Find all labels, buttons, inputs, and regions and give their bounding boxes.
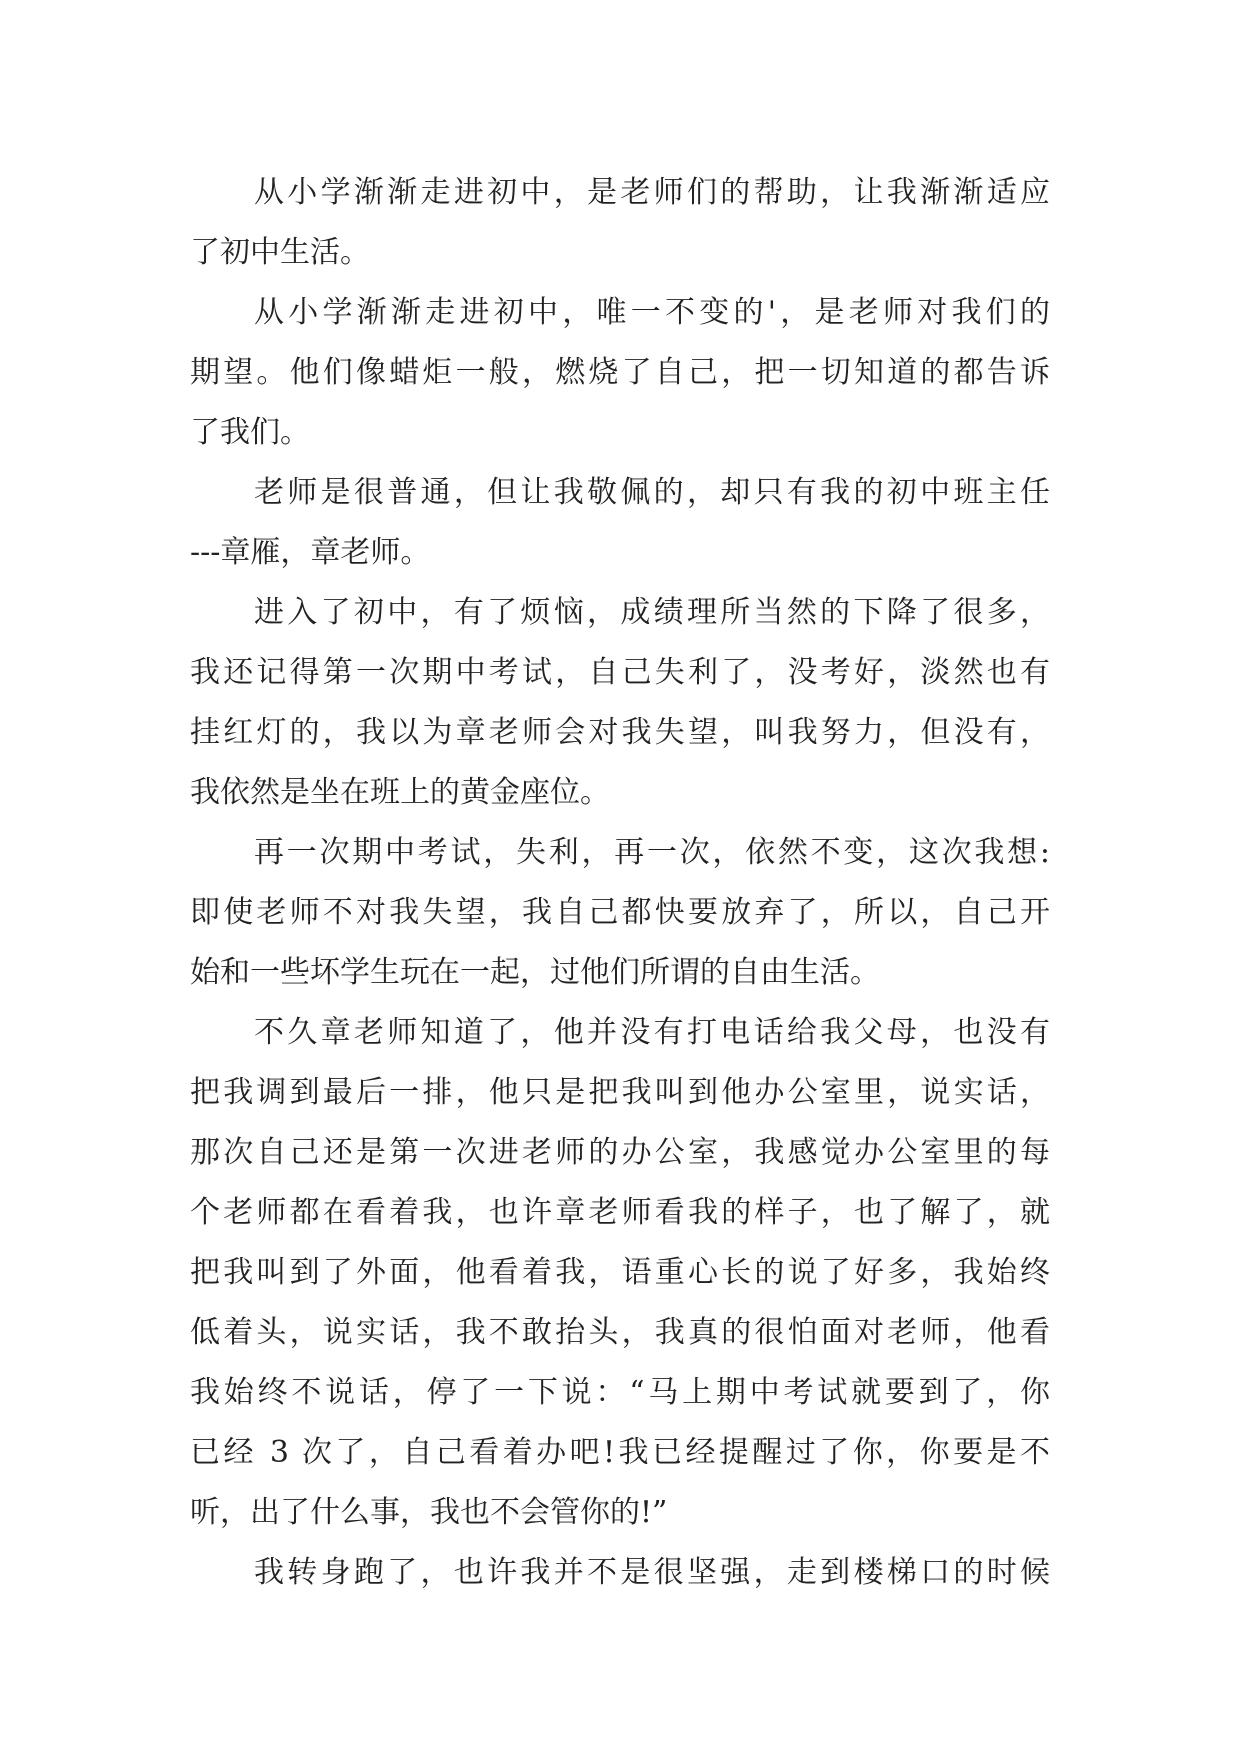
text-line: 挂红灯的，我以为章老师会对我失望，叫我努力，但没有，	[190, 715, 1050, 750]
paragraph-3	[190, 583, 1050, 823]
text-line: 期望。他们像蜡炬一般，燃烧了自己，把一切知道的都告诉	[190, 355, 1050, 390]
text-line: 把我调到最后一排，他只是把我叫到他办公室里，说实话，	[190, 1075, 1050, 1110]
paragraph-1	[190, 283, 1050, 463]
text-line: 我依然是坐在班上的黄金座位。	[190, 775, 610, 810]
text-line: 始和一些坏学生玩在一起，过他们所谓的自由生活。	[190, 955, 880, 990]
text-line: 我还记得第一次期中考试，自己失利了，没考好，淡然也有	[190, 655, 1050, 690]
text-line: 把我叫到了外面，他看着我，语重心长的说了好多，我始终	[190, 1255, 1050, 1290]
text-line: 了我们。	[190, 415, 310, 450]
text-line: 我转身跑了，也许我并不是很坚强，走到楼梯口的时候	[254, 1555, 1050, 1590]
paragraph-0	[190, 163, 1050, 283]
text-line: 个老师都在看着我，也许章老师看我的样子，也了解了，就	[190, 1195, 1050, 1230]
text-line: 进入了初中，有了烦恼，成绩理所当然的下降了很多，	[254, 595, 1050, 630]
text-line: 低着头，说实话，我不敢抬头，我真的很怕面对老师，他看	[190, 1315, 1050, 1350]
text-line: 从小学渐渐走进初中，是老师们的帮助，让我渐渐适应	[254, 175, 1050, 210]
text-line: 我始终不说话，停了一下说：“马上期中考试就要到了，你	[190, 1375, 1050, 1410]
text-line: 从小学渐渐走进初中，唯一不变的'，是老师对我们的	[254, 295, 1050, 330]
text-line: 已经 3 次了，自己看着办吧!我已经提醒过了你，你要是不	[190, 1435, 1050, 1470]
paragraph-4	[190, 823, 1050, 1003]
text-line: 再一次期中考试，失利，再一次，依然不变，这次我想:	[254, 835, 1050, 870]
body-text	[190, 163, 1050, 1603]
text-line: 老师是很普通，但让我敬佩的，却只有我的初中班主任	[254, 475, 1050, 510]
paragraph-6	[190, 1543, 1050, 1603]
paragraph-5	[190, 1003, 1050, 1543]
text-line: 听，出了什么事，我也不会管你的!”	[190, 1495, 668, 1530]
text-line: ---章雁，章老师。	[190, 535, 431, 570]
text-line: 了初中生活。	[190, 235, 370, 270]
paragraph-2	[190, 463, 1050, 583]
text-line: 不久章老师知道了，他并没有打电话给我父母，也没有	[254, 1015, 1050, 1050]
text-line: 即使老师不对我失望，我自己都快要放弃了，所以，自己开	[190, 895, 1050, 930]
text-line: 那次自己还是第一次进老师的办公室，我感觉办公室里的每	[190, 1135, 1050, 1170]
